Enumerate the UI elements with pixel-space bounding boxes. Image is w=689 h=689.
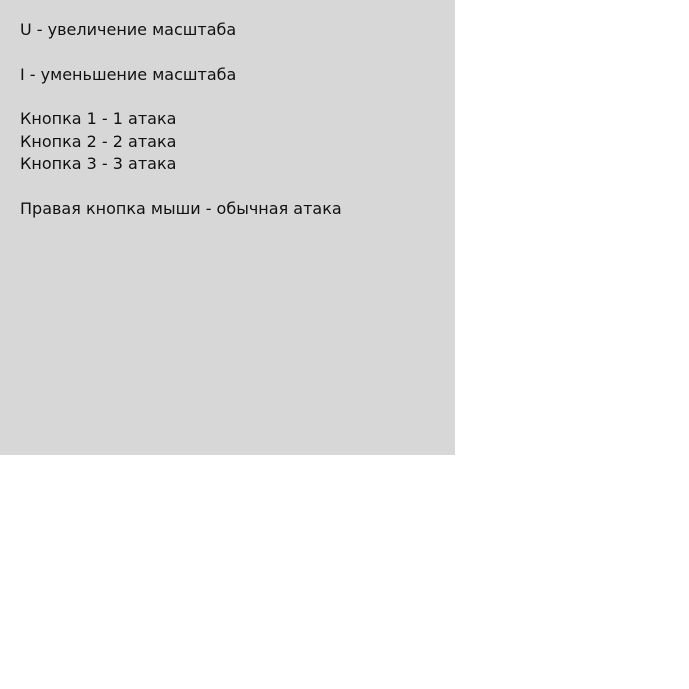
controls-help-panel [0,0,455,455]
zoom-in-hint: U - увеличение масштаба [20,20,237,39]
attack-1-hint: Кнопка 1 - 1 атака [20,109,177,128]
zoom-out-hint: I - уменьшение масштаба [20,65,237,84]
attack-2-hint: Кнопка 2 - 2 атака [20,132,177,151]
basic-attack-hint: Правая кнопка мыши - обычная атака [20,199,342,218]
attack-3-hint: Кнопка 3 - 3 атака [20,154,177,173]
